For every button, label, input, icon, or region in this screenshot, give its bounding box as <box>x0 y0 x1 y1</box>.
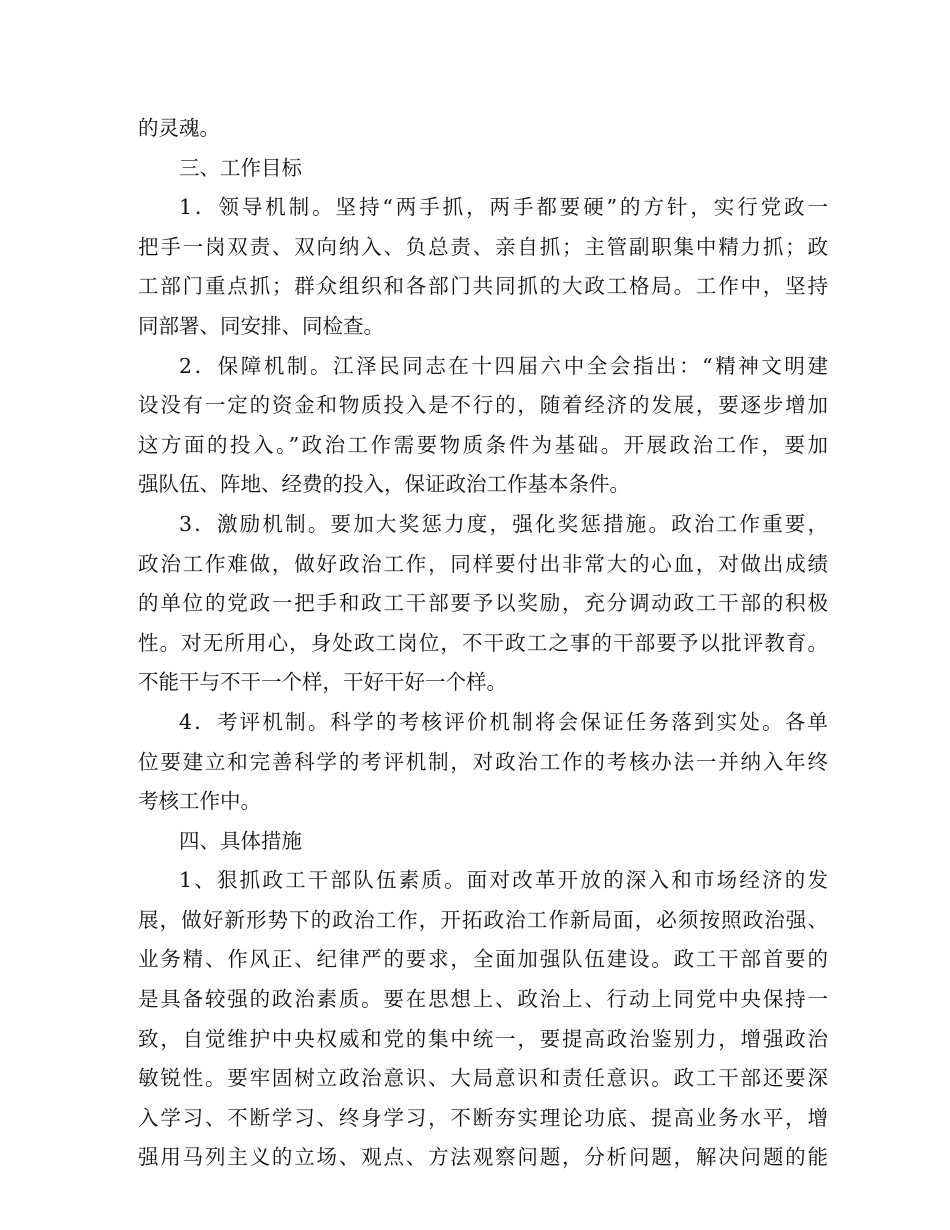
text-line: 工部门重点抓；群众组织和各部门共同抓的大政工格局。工作中，坚持 <box>138 274 828 299</box>
text-line: 位要建立和完善科学的考评机制，对政治工作的考核办法一并纳入年终 <box>138 749 828 774</box>
section-heading: 三、工作目标 <box>179 155 302 180</box>
text-line: 1、狠抓政工干部队伍素质。面对改革开放的深入和市场经济的发 <box>179 868 828 893</box>
text-line: 是具备较强的政治素质。要在思想上、政治上、行动上同党中央保持一 <box>138 987 828 1012</box>
text-line: 的单位的党政一把手和政工干部要予以奖励，充分调动政工干部的积极 <box>138 591 828 616</box>
text-line: 3．激励机制。要加大奖惩力度，强化奖惩措施。政治工作重要， <box>179 511 828 536</box>
text-line: 入学习、不断学习、终身学习，不断夯实理论功底、提高业务水平，增 <box>138 1105 828 1130</box>
text-line: 性。对无所用心，身处政工岗位，不干政工之事的干部要予以批评教育。 <box>138 630 828 655</box>
text-line: 不能干与不干一个样，干好干好一个样。 <box>138 670 507 695</box>
document-body <box>138 109 828 1178</box>
text-line: 展，做好新形势下的政治工作，开拓政治工作新局面，必须按照政治强、 <box>138 907 828 932</box>
text-line: 强队伍、阵地、经费的投入，保证政治工作基本条件。 <box>138 472 630 497</box>
text-line: 把手一岗双责、双向纳入、负总责、亲自抓；主管副职集中精力抓；政 <box>138 234 828 259</box>
text-line: 1．领导机制。坚持“两手抓，两手都要硬”的方针，实行党政一 <box>179 195 828 220</box>
text-line: 业务精、作风正、纪律严的要求，全面加强队伍建设。政工干部首要的 <box>138 947 828 972</box>
text-line: 同部署、同安排、同检查。 <box>138 313 384 338</box>
section-heading: 四、具体措施 <box>179 828 302 853</box>
text-line: 设没有一定的资金和物质投入是不行的，随着经济的发展，要逐步增加 <box>138 393 828 418</box>
text-line: 致，自觉维护中央权威和党的集中统一，要提高政治鉴别力，增强政治 <box>138 1026 828 1051</box>
text-line: 的灵魂。 <box>138 116 220 140</box>
text-line: 考核工作中。 <box>138 789 261 814</box>
text-line: 4．考评机制。科学的考核评价机制将会保证任务落到实处。各单 <box>179 709 828 734</box>
text-line: 这方面的投入。”政治工作需要物质条件为基础。开展政治工作，要加 <box>138 432 828 457</box>
text-line: 敏锐性。要牢固树立政治意识、大局意识和责任意识。政工干部还要深 <box>138 1066 828 1091</box>
text-line: 2．保障机制。江泽民同志在十四届六中全会指出：“精神文明建 <box>179 353 828 378</box>
text-line: 强用马列主义的立场、观点、方法观察问题，分析问题，解决问题的能 <box>138 1145 828 1170</box>
text-line: 政治工作难做，做好政治工作，同样要付出非常大的心血，对做出成绩 <box>138 551 828 576</box>
